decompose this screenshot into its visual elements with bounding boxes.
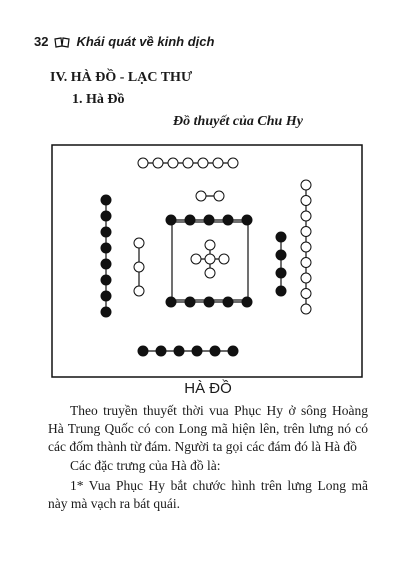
dot-black (185, 215, 195, 225)
dot-black (276, 232, 286, 242)
dot-group-right-inner (276, 232, 286, 296)
dot-white (205, 268, 215, 278)
dot-black (210, 346, 220, 356)
dot-group-center-top-row (166, 215, 252, 225)
dot-white (301, 211, 311, 221)
dot-black (101, 243, 111, 253)
dot-black (223, 297, 233, 307)
dot-white (205, 240, 215, 250)
dot-white (301, 258, 311, 268)
dot-white (301, 180, 311, 190)
dot-black (276, 250, 286, 260)
dot-white (301, 289, 311, 299)
dot-black (101, 259, 111, 269)
dot-white (198, 158, 208, 168)
dot-black (242, 297, 252, 307)
sub-title: 1. Hà Đồ (72, 92, 125, 107)
dot-black (101, 291, 111, 301)
dot-black (101, 275, 111, 285)
paragraph-3: 1* Vua Phục Hy bắt chước hình trên lưng Long mã này mà vạch ra bát quái. (48, 478, 368, 511)
dot-white (196, 191, 206, 201)
paragraph-2: Các đặc trưng của Hà đồ là: (70, 458, 221, 473)
dot-white (183, 158, 193, 168)
dot-group-top-outer (138, 158, 238, 168)
dot-group-center-bottom-row (166, 297, 252, 307)
dot-white (191, 254, 201, 264)
diagram-label: HÀ ĐỒ (184, 380, 232, 397)
dot-white (301, 196, 311, 206)
dot-black (223, 215, 233, 225)
paragraph-1: Theo truyền thuyết thời vua Phục Hy ở sông Hoàng Hà Trung Quốc có con Long mã hiện lên, trên lưng nó có các đốm thành từ đám. Người ta gọi các đám đó là Hà đồ (48, 403, 368, 454)
dot-black (204, 297, 214, 307)
dot-black (185, 297, 195, 307)
page-number: 32 (34, 34, 49, 49)
dot-white (134, 286, 144, 296)
dot-white (134, 238, 144, 248)
dot-black (276, 268, 286, 278)
dot-white (228, 158, 238, 168)
dot-group-center-cross (191, 240, 229, 278)
dot-group-right-outer (301, 180, 311, 314)
book-icon (54, 36, 70, 48)
dot-white (153, 158, 163, 168)
dot-white (213, 158, 223, 168)
running-head (34, 34, 214, 49)
dot-black (101, 211, 111, 221)
dot-black (204, 215, 214, 225)
dot-white (214, 191, 224, 201)
dot-black (101, 227, 111, 237)
running-title: Khái quát về kinh dịch (76, 34, 215, 49)
dot-white (205, 254, 215, 264)
dot-black (228, 346, 238, 356)
figure-caption: Đồ thuyết của Chu Hy (173, 114, 303, 129)
section-title: IV. HÀ ĐỒ - LẠC THƯ (50, 70, 193, 85)
dot-white (138, 158, 148, 168)
dot-black (101, 307, 111, 317)
dot-black (166, 215, 176, 225)
dot-white (301, 304, 311, 314)
dot-black (174, 346, 184, 356)
dot-white (301, 242, 311, 252)
dot-group-bottom-outer (138, 346, 238, 356)
dot-white (301, 227, 311, 237)
dot-black (276, 286, 286, 296)
dot-black (242, 215, 252, 225)
dot-group-top-inner (196, 191, 224, 201)
ha-do-diagram (51, 144, 363, 378)
dot-black (101, 195, 111, 205)
dot-white (219, 254, 229, 264)
dot-black (192, 346, 202, 356)
dot-black (166, 297, 176, 307)
dot-black (138, 346, 148, 356)
dot-group-left-outer (101, 195, 111, 317)
dot-white (134, 262, 144, 272)
dot-black (156, 346, 166, 356)
dot-white (168, 158, 178, 168)
dot-group-left-inner (134, 238, 144, 296)
dot-white (301, 273, 311, 283)
